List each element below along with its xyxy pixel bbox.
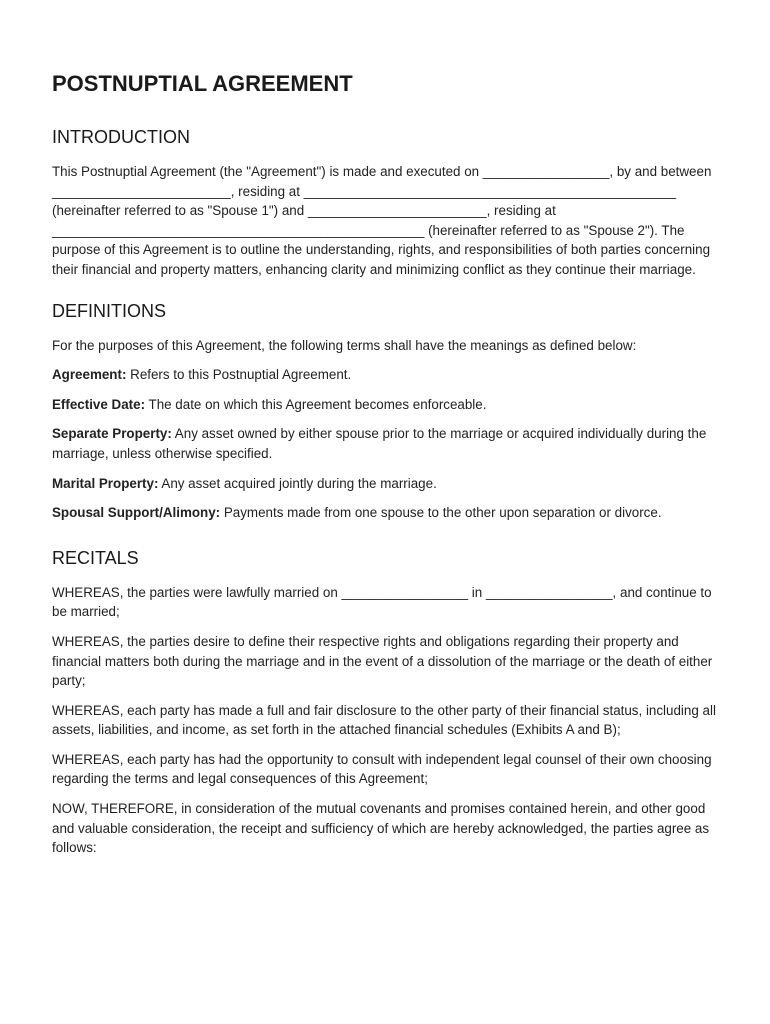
definition-term: Agreement: [52,367,127,383]
definition-item [52,395,724,415]
definition-text: The date on which this Agreement becomes enforceable. [145,396,487,412]
recital-paragraph: WHEREAS, the parties were lawfully married on _________________ in _________________, and continue to be married; [52,584,712,620]
definition-term: Separate Property: [52,426,172,442]
recital-paragraph: WHEREAS, each party has made a full and fair disclosure to the other party of their financial status, including all assets, liabilities, and income, as set forth in the attached financial schedules (Exhibits A and B); [52,702,716,738]
definition-item [52,474,724,494]
document-page [52,70,724,880]
definition-item [52,424,724,463]
recital-paragraph: WHEREAS, the parties desire to define their respective rights and obligations regarding their property and financial matters both during the marriage and in the event of a dissolution of the marriage or the death of either party; [52,633,713,689]
recital-paragraph: WHEREAS, each party has had the opportunity to consult with independent legal counsel of their own choosing regarding the terms and legal consequences of this Agreement; [52,751,712,787]
definitions-intro: For the purposes of this Agreement, the following terms shall have the meanings as defined below: [52,337,637,353]
recital-paragraph: NOW, THEREFORE, in consideration of the mutual covenants and promises contained herein, and other good and valuable consideration, the receipt and sufficiency of which are hereby acknowledged, the parties agree as follows: [52,801,710,856]
introduction-paragraph: This Postnuptial Agreement (the "Agreement") is made and executed on _________________, by and between ________________________, residing at __________________________________________________ (hereinafter referred to as "Spouse 1") and ________________________, residing at __________________________________________________ (hereinafter referred to as "Spouse 2"). The purpose of this Agreement is to outline the understanding, rights, and responsibilities of both parties concerning their financial and property matters, enhancing clarity and minimizing conflict as they continue their marriage. [52,164,712,277]
definition-item [52,365,724,385]
definition-term: Marital Property: [52,475,159,491]
definition-text: Any asset acquired jointly during the marriage. [158,475,437,491]
definitions-section [52,300,724,523]
definition-text: Refers to this Postnuptial Agreement. [126,367,352,383]
introduction-heading: INTRODUCTION [52,127,190,147]
document-title: POSTNUPTIAL AGREEMENT [52,71,353,96]
definition-term: Effective Date: [52,396,146,412]
definition-term: Spousal Support/Alimony: [52,505,221,521]
recitals-section [52,547,724,858]
recitals-heading: RECITALS [52,547,139,568]
introduction-section [52,126,724,280]
definition-text: Payments made from one spouse to the other upon separation or divorce. [220,505,662,521]
definitions-heading: DEFINITIONS [52,300,167,321]
definition-item [52,503,724,523]
definition-text: Any asset owned by either spouse prior to the marriage or acquired individually during the marriage, unless otherwise specified. [52,426,707,461]
